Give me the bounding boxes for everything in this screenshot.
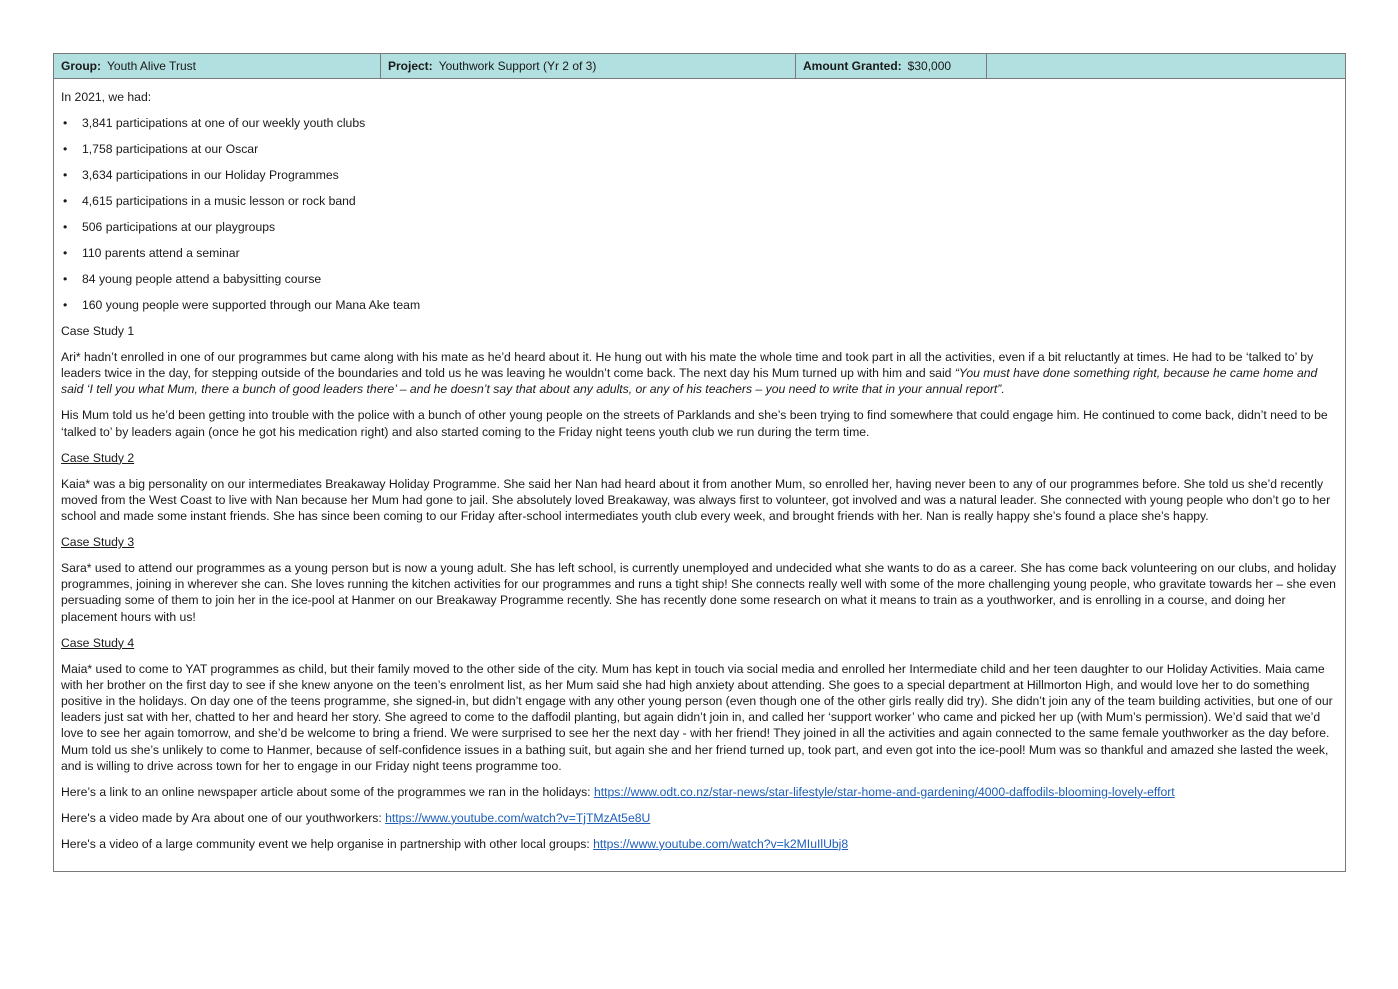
- newspaper-link-line: [61, 784, 1338, 800]
- newspaper-link-text: Here’s a link to an online newspaper article about some of the programmes we ran in the holidays:: [61, 784, 594, 799]
- case-study-1-paragraph-2: His Mum told us he’d been getting into trouble with the police with a bunch of other young people on the streets of Parklands and she’s been trying to find somewhere that could engage him. He continued to come back, didn’t need to be ‘talked to’ by leaders again (once he got his medication right) and also started coming to the Friday night teens youth club we run during the term time.: [61, 408, 1328, 439]
- stats-list: [61, 115, 1338, 313]
- case-study-2-heading: Case Study 2: [61, 450, 135, 465]
- report-body: [54, 79, 1345, 852]
- amount-label: Amount Granted:: [803, 59, 902, 73]
- ara-video-link-text: Here's a video made by Ara about one of our youthworkers:: [61, 810, 386, 825]
- empty-header-cell: [987, 54, 1345, 78]
- list-item: • 3,841 participations at one of our weekly youth clubs: [61, 115, 1338, 131]
- case-study-1-paragraph-1: [61, 349, 1338, 398]
- report-table: [53, 53, 1346, 872]
- ara-video-link-line: [61, 810, 1338, 826]
- community-video-link-text: Here's a video of a large community event we help organise in partnership with other local groups:: [61, 836, 594, 851]
- header-row: [54, 54, 1345, 79]
- amount-value: $30,000: [907, 59, 952, 73]
- newspaper-article-link[interactable]: https://www.odt.co.nz/star-news/star-lifestyle/star-home-and-gardening/4000-daffodils-blooming-lovely-effort: [593, 784, 1175, 799]
- case-study-3-paragraph: Sara* used to attend our programmes as a young person but is now a young adult. She has left school, is currently unemployed and undecided what she wants to do as a career. She has come back volunteering on our clubs, and holiday programmes, joining in wherever she can. She loves running the kitchen activities for our programmes and runs a tight ship! She connects really well with some of the more challenging young people, who gravitate towards her – she even persuading some of them to join her in the ice-pool at Hanmer on our Breakaway Programme recently. She has recently done some research on what it means to train as a youthworker, and is enrolling in a course, and doing her placement hours with us!: [61, 561, 1337, 624]
- list-item: • 84 young people attend a babysitting course: [61, 271, 1338, 287]
- community-event-video-link[interactable]: https://www.youtube.com/watch?v=k2MIuIlUbj8: [593, 836, 849, 851]
- project-value: Youthwork Support (Yr 2 of 3): [438, 59, 597, 73]
- case-study-3-heading: Case Study 3: [61, 535, 135, 550]
- case-study-1-text: Ari* hadn’t enrolled in one of our programmes but came along with his mate as he’d heard about it. He hung out with his mate the whole time and took part in all the activities, even if a bit reluctantly at times. He had to be ‘talked to’ by leaders twice in the day, for stepping outside of the boundaries and told us he was leaving he wouldn’t come back. The next day his Mum turned up with him and said: [61, 350, 1314, 381]
- ara-video-link[interactable]: https://www.youtube.com/watch?v=TjTMzAt5e8U: [385, 810, 651, 825]
- project-label: Project:: [388, 59, 433, 73]
- list-item: • 1,758 participations at our Oscar: [61, 141, 1338, 157]
- group-label: Group:: [61, 59, 101, 73]
- list-item: • 506 participations at our playgroups: [61, 219, 1338, 235]
- case-study-4-heading: Case Study 4: [61, 635, 135, 650]
- amount-cell: [796, 54, 987, 78]
- intro-text: In 2021, we had:: [61, 90, 152, 104]
- case-study-1-heading: Case Study 1: [61, 324, 135, 338]
- list-item: • 160 young people were supported through our Mana Ake team: [61, 297, 1338, 313]
- group-cell: [54, 54, 381, 78]
- project-cell: [381, 54, 796, 78]
- list-item: • 3,634 participations in our Holiday Programmes: [61, 167, 1338, 183]
- list-item: • 4,615 participations in a music lesson or rock band: [61, 193, 1338, 209]
- case-study-4-paragraph: Maia* used to come to YAT programmes as child, but their family moved to the other side of the city. Mum has kept in touch via social media and enrolled her Intermediate child and her teen daughter to our Holiday Activities. Maia came with her brother on the first day to see if she knew anyone on the teen’s enrolment list, as her Mum said she had high anxiety about attending. She goes to a special department at Hillmorton High, and would love her to do something positive in the holidays. On day one of the teens programme, she signed-in, but didn’t engage with any other young person (even though one of the other girls really did try). She didn’t join any of the team building activities, but one of our leaders just sat with her, chatted to her and heard her story. She agreed to come to the daffodil planting, but again didn’t join in, and called her ‘support worker’ who came and picked her up (with Mum’s permission). We’d said that we’d love to see her again tomorrow, and she’d be welcome to bring a friend. We were surprised to see her the next day - with her friend! They joined in all the activities and again connected to the same female youthworker as the day before. Mum told us she’s unlikely to come to Hanmer, because of self-confidence issues in a bathing suit, but again she and her friend turned up, took part, and even got into the ice-pool! Mum was so thankful and amazed she lasted the week, and is willing to drive across town for her to engage in our Friday night teens programme too.: [61, 661, 1333, 773]
- case-study-2-paragraph: Kaia* was a big personality on our intermediates Breakaway Holiday Programme. She said her Nan had heard about it from another Mum, so enrolled her, having never been to any of our programmes before. She told us she’d recently moved from the West Coast to live with Nan because her Mum had gone to jail. She absolutely loved Breakaway, was always first to volunteer, got involved and was a natural leader. She connected with young people who don’t go to her school and made some instant friends. She has since been coming to our Friday after-school intermediates youth club every week, and brought friends with her. Nan is really happy she’s found a place she’s happy.: [61, 476, 1331, 524]
- list-item: • 110 parents attend a seminar: [61, 245, 1338, 261]
- group-value: Youth Alive Trust: [107, 59, 196, 73]
- case-study-1-quote: “You must have done something right, because he came home and said ‘I tell you what Mum, there a bunch of good leaders there’ – and he doesn’t say that about any adults, or any of his teachers – you need to write that in your annual report”.: [61, 366, 1318, 397]
- community-video-link-line: [61, 836, 1338, 852]
